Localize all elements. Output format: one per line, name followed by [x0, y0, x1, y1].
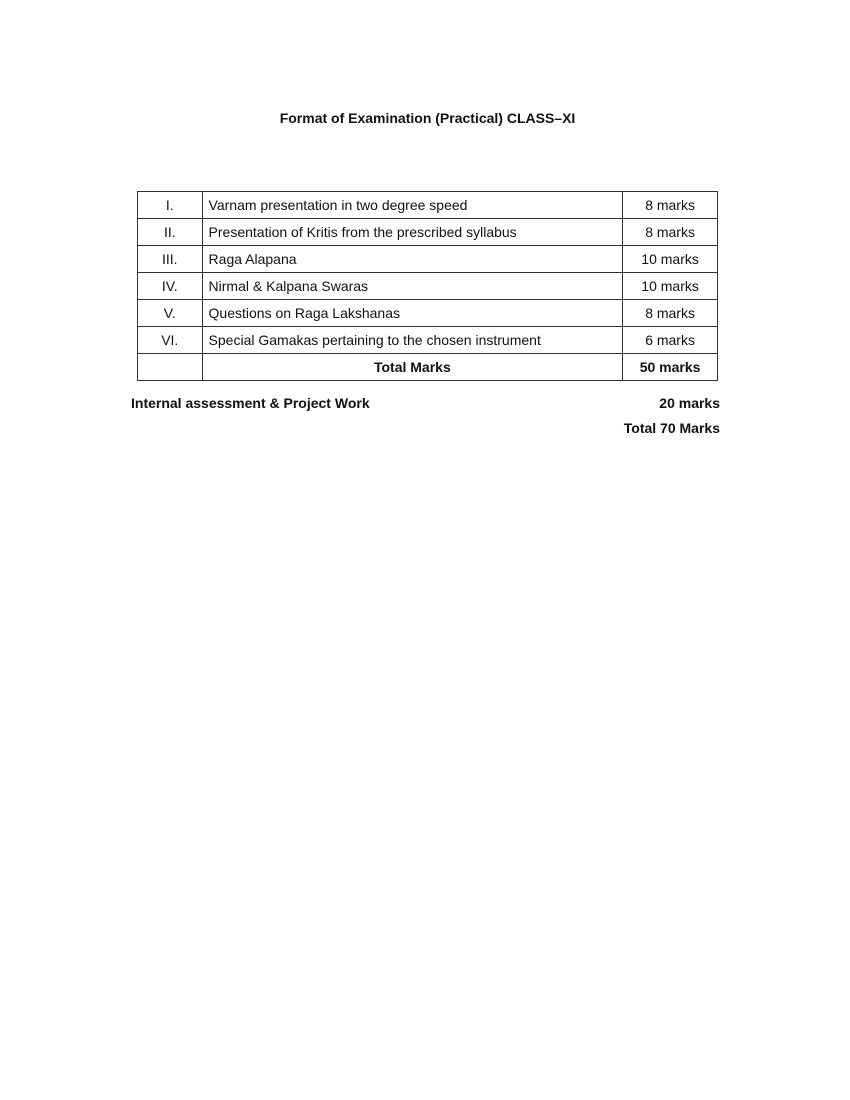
row-number: V.: [138, 300, 203, 327]
row-marks: 8 marks: [623, 192, 718, 219]
row-description: Special Gamakas pertaining to the chosen instrument: [202, 327, 623, 354]
row-description: Varnam presentation in two degree speed: [202, 192, 623, 219]
total-row: [138, 354, 718, 381]
row-marks: 8 marks: [623, 300, 718, 327]
table-row: [138, 246, 718, 273]
table-row: [138, 300, 718, 327]
total-marks-label: Total Marks: [202, 354, 623, 381]
table-row: [138, 327, 718, 354]
internal-assessment-marks: 20 marks: [659, 395, 720, 411]
row-number: VI.: [138, 327, 203, 354]
row-number: I.: [138, 192, 203, 219]
table-row: [138, 219, 718, 246]
total-marks-value: 50 marks: [623, 354, 718, 381]
row-number: III.: [138, 246, 203, 273]
row-marks: 6 marks: [623, 327, 718, 354]
marks-table: [137, 191, 718, 381]
row-number: II.: [138, 219, 203, 246]
row-description: Raga Alapana: [202, 246, 623, 273]
row-description: Nirmal & Kalpana Swaras: [202, 273, 623, 300]
row-description: Questions on Raga Lakshanas: [202, 300, 623, 327]
internal-assessment-label: Internal assessment & Project Work: [131, 395, 370, 411]
page-title: Format of Examination (Practical) CLASS–XI: [279, 110, 576, 126]
table-row: [138, 192, 718, 219]
total-row-empty-cell: [138, 354, 203, 381]
row-number: IV.: [138, 273, 203, 300]
grand-total: Total 70 Marks: [623, 420, 720, 436]
table-row: [138, 273, 718, 300]
row-marks: 10 marks: [623, 273, 718, 300]
row-marks: 8 marks: [623, 219, 718, 246]
row-description: Presentation of Kritis from the prescribed syllabus: [202, 219, 623, 246]
row-marks: 10 marks: [623, 246, 718, 273]
